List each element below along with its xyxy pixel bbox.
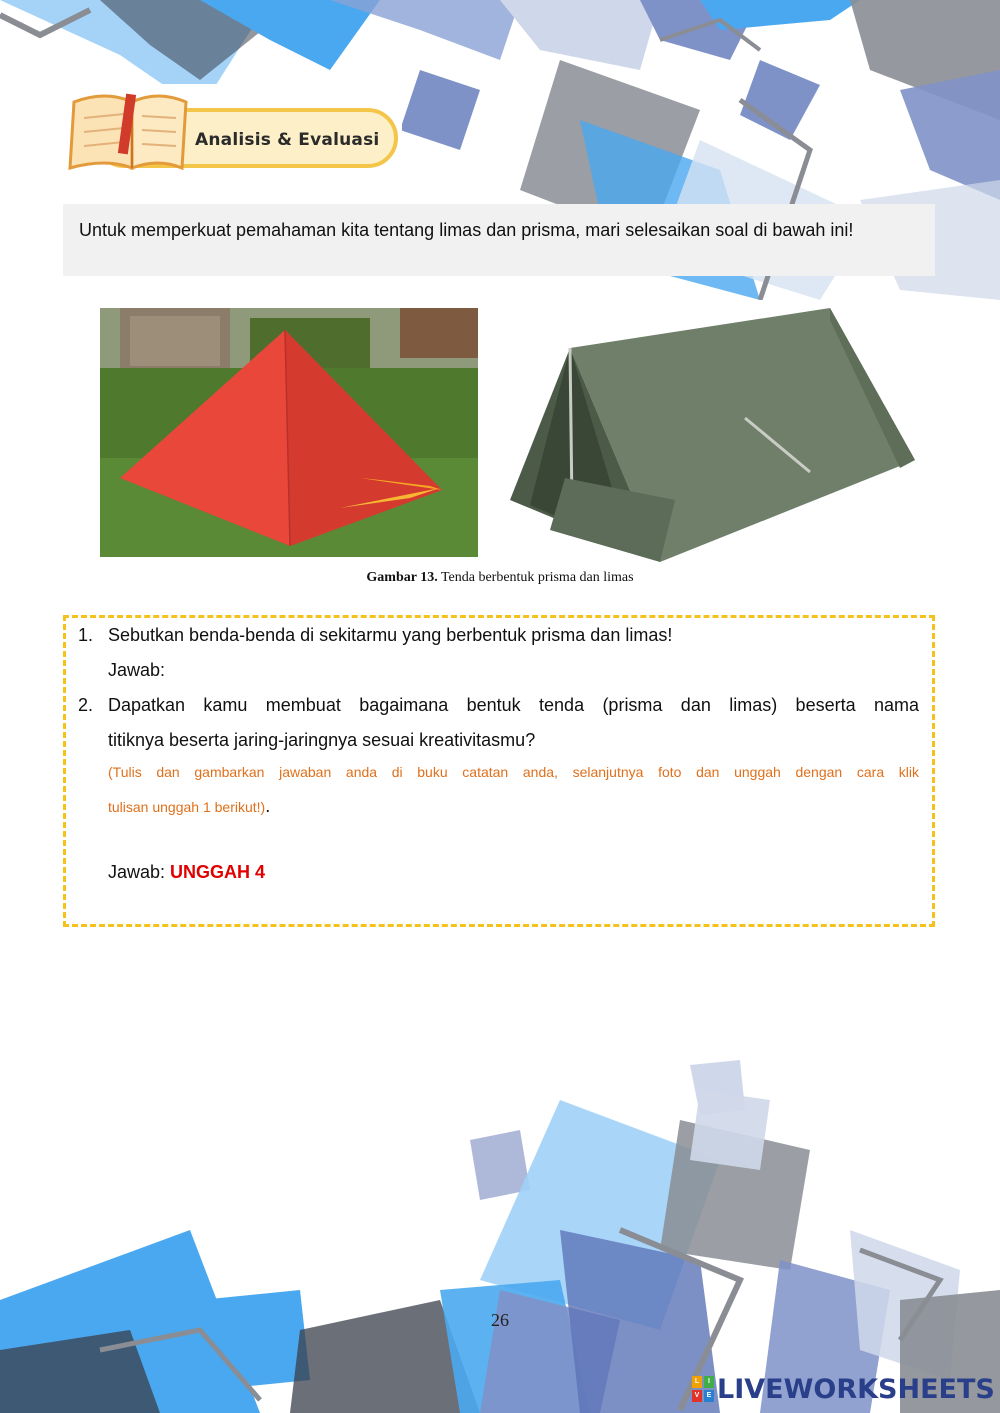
open-book-icon [70, 94, 186, 168]
section-header-banner [66, 84, 402, 174]
brand-grid-letter-e: E [704, 1390, 714, 1402]
liveworksheets-logo [692, 1373, 995, 1405]
question-2-answer [108, 862, 919, 883]
green-prism-tent-photo [510, 300, 915, 568]
upload-link[interactable]: UNGGAH 4 [170, 862, 266, 882]
question-2-text-line2: titiknya beserta jaring-jaringnya sesuai kreativitasmu? [108, 730, 536, 750]
figure-caption [0, 570, 1000, 586]
figure-caption-text: Tenda berbentuk prisma dan limas [437, 570, 634, 585]
intro-text: Untuk memperkuat pemahaman kita tentang limas dan prisma, mari selesaikan soal di bawah ini! [63, 204, 935, 276]
red-pyramid-tent-photo [100, 308, 478, 557]
figure-caption-label: Gambar 13. [366, 570, 438, 585]
question-1-number: 1. [78, 625, 94, 645]
question-2-answer-label: Jawab: [108, 862, 171, 882]
question-2-hint-line2: tulisan unggah 1 berikut!) [108, 799, 266, 815]
brand-grid-letter-l: L [692, 1376, 702, 1388]
section-title: Analisis & Evaluasi [195, 130, 380, 150]
question-1-answer-label: Jawab: [108, 660, 166, 680]
question-2-hint-period: . [265, 796, 271, 816]
question-2-number: 2. [78, 695, 94, 715]
brand-grid-icon [692, 1376, 714, 1402]
brand-grid-letter-v: V [692, 1390, 702, 1402]
brand-grid-letter-i: I [704, 1376, 714, 1388]
question-2-hint-line2-wrap [108, 796, 919, 817]
brand-name: LIVEWORKSHEETS [717, 1373, 995, 1405]
question-2-text-line1: Dapatkan kamu membuat bagaimana bentuk tenda (prisma dan limas) beserta nama [108, 695, 919, 715]
question-2-hint-line1: (Tulis dan gambarkan jawaban anda di buku catatan anda, selanjutnya foto dan unggah dengan cara klik [108, 764, 919, 780]
question-1-text: Sebutkan benda-benda di sekitarmu yang berbentuk prisma dan limas! [108, 625, 673, 645]
page-number: 26 [491, 1310, 509, 1330]
